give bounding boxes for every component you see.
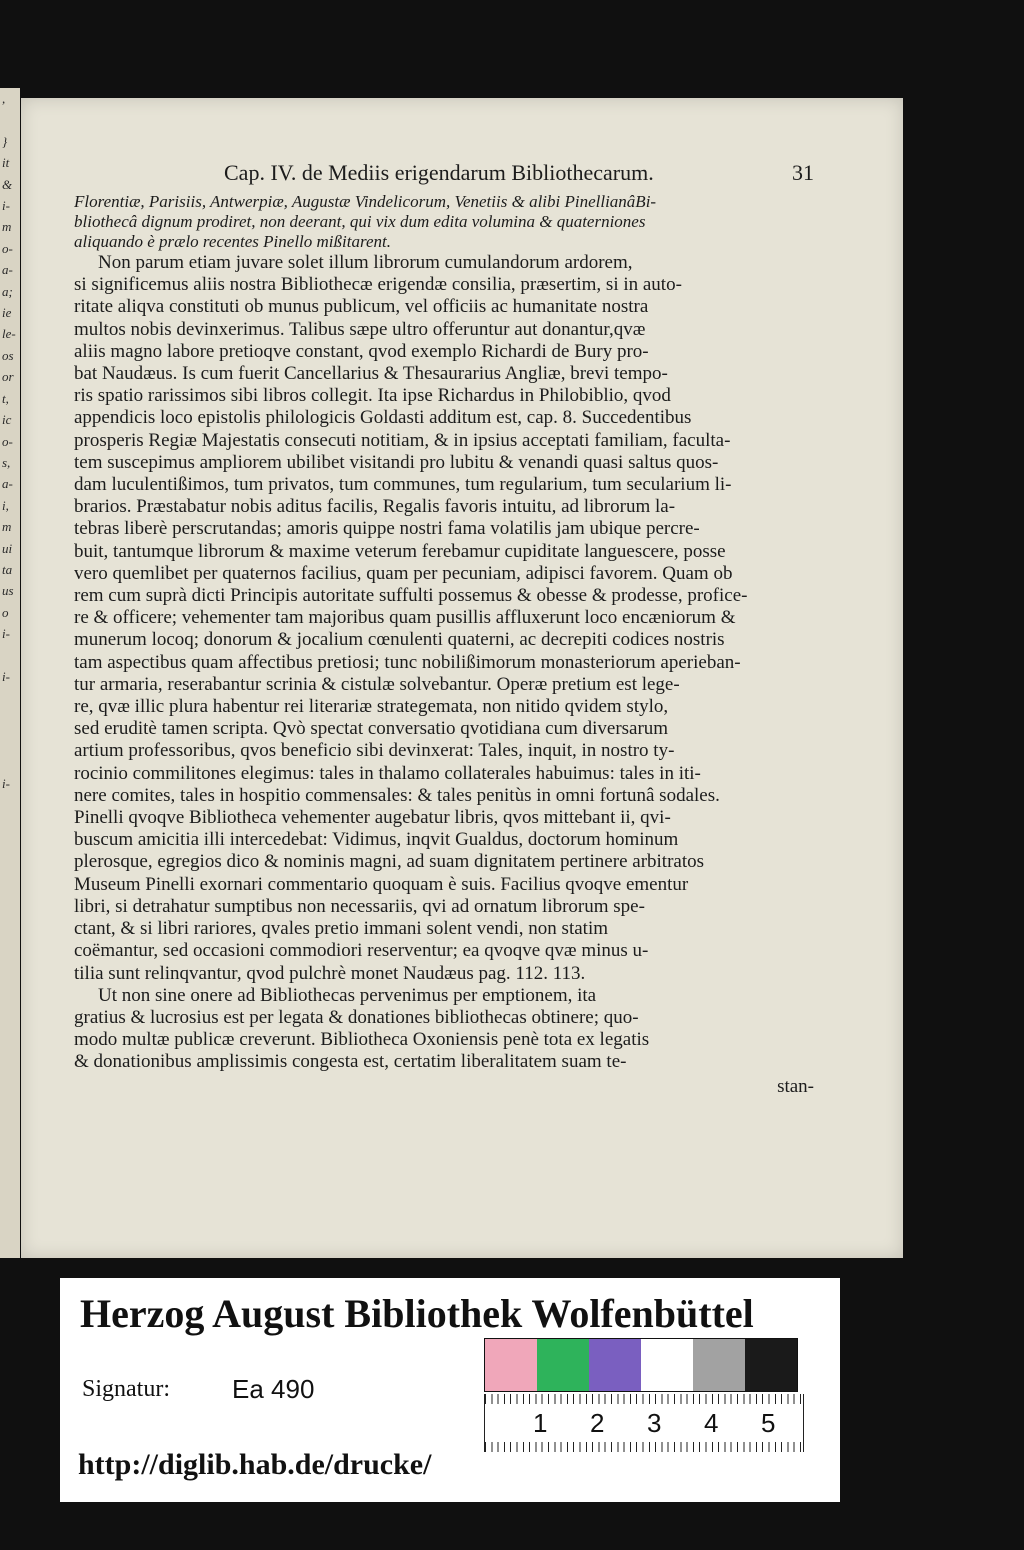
margin-fragment xyxy=(0,109,20,130)
text-line: ctant, & si libri rariores, qvales pretio immani solent vendi, non statim xyxy=(74,918,609,940)
page-content xyxy=(74,160,814,1098)
margin-fragment: o xyxy=(2,604,9,620)
margin-fragment: os xyxy=(2,347,14,363)
body-text xyxy=(74,192,814,1074)
text-line: tilia sunt relinqvantur, qvod pulchrè monet Naudæus pag. 112. 113. xyxy=(74,962,586,984)
scale-ruler xyxy=(484,1394,804,1452)
text-line: tur armaria, reserabantur scrinia & cistulæ solvebantur. Operæ pretium est lege- xyxy=(74,673,680,695)
margin-fragment: a- xyxy=(2,476,13,492)
margin-fragment xyxy=(0,709,20,730)
margin-fragment xyxy=(0,752,20,773)
text-line: libri, si detrahatur sumptibus non necessariis, qvi ad ornatum librorum spe- xyxy=(74,895,645,917)
text-line: multos nobis devinxerimus. Talibus sæpe ultro offeruntur aut donantur,qvæ xyxy=(74,318,646,340)
margin-fragment: ui xyxy=(2,540,13,556)
color-swatch xyxy=(589,1339,641,1391)
catchword: stan- xyxy=(777,1075,814,1097)
text-line: Non parum etiam juvare solet illum librorum cumulandorum ardorem, xyxy=(98,252,633,273)
ruler-number: 4 xyxy=(704,1408,719,1438)
ruler-ticks-bottom xyxy=(485,1442,803,1452)
margin-fragment: le- xyxy=(2,326,16,342)
text-line: artium professoribus, qvos beneficio sibi devinxerat: Tales, inquit, in nostro ty- xyxy=(74,740,675,762)
margin-fragment: a; xyxy=(2,283,13,299)
text-line: nere comites, tales in hospitio commensales: & tales penitùs in omni fortunâ sodales. xyxy=(74,784,720,806)
text-line: munerum locoq; donorum & jocalium cœnulenti quaterni, ac decrepiti codices nostris xyxy=(74,629,725,651)
paragraph xyxy=(74,252,814,985)
margin-fragment: i- xyxy=(2,198,10,214)
running-head xyxy=(74,160,814,192)
margin-fragment: o- xyxy=(2,240,13,256)
ruler-number: 2 xyxy=(590,1408,605,1438)
text-line: ritate aliqva constituti ob munus publicum, vel officiis ac humanitate nostra xyxy=(74,296,649,318)
margin-fragment: m xyxy=(2,519,12,535)
color-swatch xyxy=(485,1339,537,1391)
text-line: modo multæ publicæ creverunt. Bibliotheca Oxoniensis penè tota ex legatis xyxy=(74,1029,650,1051)
margin-fragment: or xyxy=(2,369,14,385)
text-line: tem suscepimus ampliorem ubilibet visitandi pro lubitu & venandi quasi saltus quos- xyxy=(74,451,719,473)
margin-fragment: ic xyxy=(2,412,12,428)
text-line: buscum amicitia illi intercedebat: Vidimus, inqvit Gualdus, doctorum hominum xyxy=(74,829,679,851)
text-line: gratius & lucrosius est per legata & donationes bibliothecas obtinere; quo- xyxy=(74,1006,639,1028)
paragraph xyxy=(74,985,814,1074)
margin-fragment: t, xyxy=(2,390,9,406)
ruler-number: 5 xyxy=(761,1408,776,1438)
margin-fragment xyxy=(0,837,20,858)
margin-fragment: ta xyxy=(2,561,13,577)
margin-fragment: us xyxy=(2,583,14,599)
text-line: bat Naudæus. Is cum fuerit Cancellarius & Thesaurarius Angliæ, brevi tempo- xyxy=(74,363,668,385)
previous-page-edge xyxy=(0,88,20,1258)
signature-value: Ea 490 xyxy=(232,1374,315,1404)
margin-fragment: o- xyxy=(2,433,13,449)
text-line: buit, tantumque librorum & maxime veterum ferebamur cupiditate languescere, posse xyxy=(74,540,726,562)
text-line: dam luculentißimos, tum privatos, tum communes, tum regularium, tum secularium li- xyxy=(74,474,732,496)
text-line: Florentiæ, Parisiis, Antwerpiæ, Augustæ Vindelicorum, Venetiis & alibi PinellianâBi- xyxy=(74,192,657,211)
margin-fragment: s, xyxy=(2,454,11,470)
text-line: prosperis Regiæ Majestatis consecuti notitiam, & in ipsius acceptati familiam, faculta- xyxy=(74,429,731,451)
ruler-ticks-top xyxy=(485,1394,803,1404)
margin-fragment: a- xyxy=(2,262,13,278)
margin-fragment xyxy=(0,816,20,837)
text-line: vero quemlibet per quaternos facilius, quam per pecuniam, adipisci favorem. Quam ob xyxy=(74,562,733,584)
text-line: plerosque, egregios dico & nominis magni, ad suam dignitatem pertinere arbitratos xyxy=(74,851,705,873)
text-line: brarios. Præstabatur nobis aditus facilis, Regalis favoris intuitu, ad librorum la- xyxy=(74,496,676,518)
margin-fragment xyxy=(0,645,20,666)
text-line: aliquando è prælo recentes Pinello mißitarent. xyxy=(74,232,391,251)
text-line: bliothecâ dignum prodiret, non deerant, qui vix dum edita volumina & quaterniones xyxy=(74,212,646,231)
color-swatch xyxy=(693,1339,745,1391)
page-number: 31 xyxy=(792,160,814,185)
library-url: http://diglib.hab.de/drucke/ xyxy=(78,1448,432,1481)
text-line: re, qvæ illic plura habentur rei literariæ strategemata, non nitido qvidem stylo, xyxy=(74,696,669,718)
signature-label: Signatur: xyxy=(82,1376,170,1402)
margin-fragment xyxy=(0,730,20,751)
color-swatch xyxy=(537,1339,589,1391)
margin-fragment: & xyxy=(2,176,13,192)
text-line: re & officere; vehementer tam majoribus quam pusillis affluxerunt loco encæniorum & xyxy=(74,607,736,629)
library-card xyxy=(60,1278,840,1502)
text-line: coëmantur, sed occasioni commodiori reserventur; ea qvoqve qvæ minus u- xyxy=(74,940,649,962)
text-line: rem cum suprà dicti Principis autoritate suffulti possemus & obesse & prodesse, profice- xyxy=(74,585,748,607)
margin-fragment xyxy=(0,687,20,708)
margin-fragment: it xyxy=(2,155,10,171)
margin-fragment: i, xyxy=(2,497,9,513)
margin-fragment: } xyxy=(2,133,8,149)
margin-fragment: i- xyxy=(2,776,10,791)
text-line: appendicis loco epistolis philologicis Goldasti additum est, cap. 8. Succedentibus xyxy=(74,407,692,429)
text-line: tam aspectibus quam affectibus pretiosi; tunc nobilißimorum monasteriorum aperieban- xyxy=(74,651,741,673)
text-line: sed eruditè tamen scripta. Qvò spectat conversatio qvotidiana cum diversarum xyxy=(74,718,669,740)
library-name: Herzog August Bibliothek Wolfenbüttel xyxy=(80,1291,754,1336)
paragraph xyxy=(74,192,814,252)
margin-fragment xyxy=(0,794,20,815)
color-swatch xyxy=(745,1339,797,1391)
text-line: Ut non sine onere ad Bibliothecas pervenimus per emptionem, ita xyxy=(98,984,597,1006)
color-swatch xyxy=(641,1339,693,1391)
color-calibration-strip xyxy=(484,1338,798,1392)
text-line: tebras liberè perscrutandas; amoris quippe nostri fama volatilis jam ubique percre- xyxy=(74,518,700,540)
margin-fragment: ie xyxy=(2,305,12,321)
text-line: & donationibus amplissimis congesta est, certatim liberalitatem suam te- xyxy=(74,1051,627,1073)
text-line: ris spatio rarissimos sibi libros collegit. Ita ipse Richardus in Philobiblio, qvod xyxy=(74,385,671,407)
text-line: Pinelli qvoqve Bibliotheca vehementer augebatur libris, qvos mittebant ii, qvi- xyxy=(74,807,671,829)
margin-fragment: i- xyxy=(2,668,10,684)
ruler-number: 1 xyxy=(533,1408,548,1438)
ruler-number: 3 xyxy=(647,1408,662,1438)
margin-fragment: m xyxy=(2,219,12,235)
margin-fragment: i- xyxy=(2,626,10,642)
chapter-title: Cap. IV. de Mediis erigendarum Bibliothecarum. xyxy=(224,160,654,185)
text-line: Museum Pinelli exornari commentario quoquam è suis. Facilius qvoqve ementur xyxy=(74,873,689,895)
text-line: aliis magno labore pretioqve constant, qvod exemplo Richardi de Bury pro- xyxy=(74,340,649,362)
margin-fragment: , xyxy=(2,91,6,106)
text-line: rocinio commilitones elegimus: tales in thalamo collaterales habuimus: tales in iti- xyxy=(74,762,701,784)
text-line: si significemus aliis nostra Bibliothecæ erigendæ consilia, præsertim, si in auto- xyxy=(74,274,682,296)
book-page xyxy=(21,98,903,1258)
